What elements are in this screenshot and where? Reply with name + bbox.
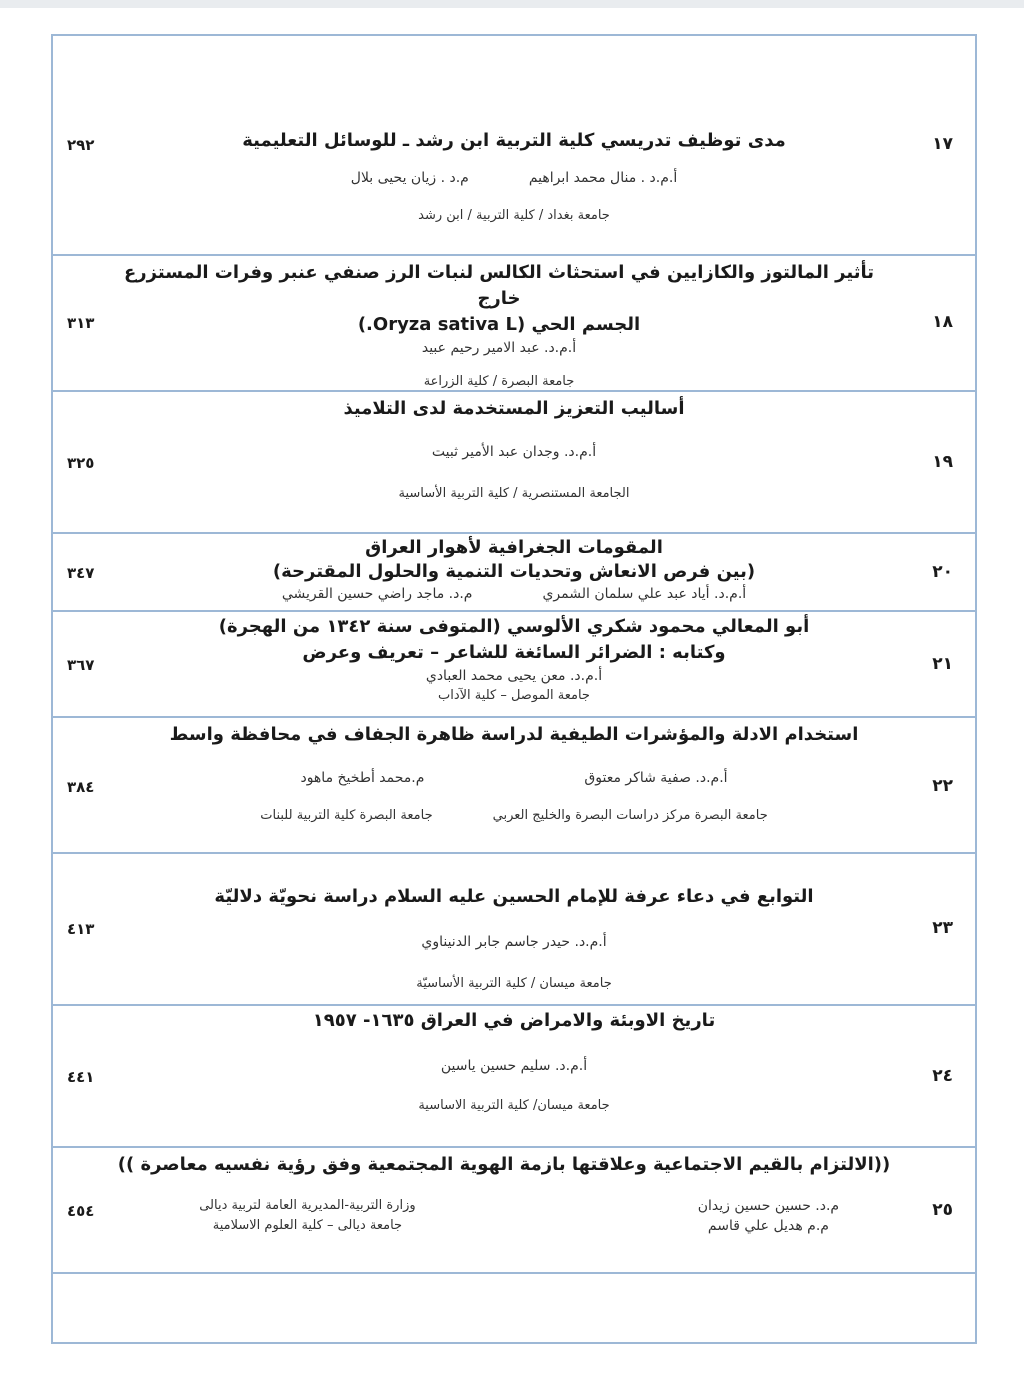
- title-line-2: (بين فرص الانعاش وتحديات التنمية والحلول المقترحة): [272, 561, 756, 582]
- entry-content: [123, 1008, 905, 1116]
- page-number: ٣١٣: [67, 314, 95, 332]
- entry-number: ٢٤: [932, 1066, 953, 1086]
- toc-row-20: [53, 534, 975, 612]
- title-line-1: أبو المعالي محمود شكري الألوسي (المتوفى سنة ١٣٤٢ من الهجرة): [218, 616, 810, 637]
- affiliation: الجامعة المستنصرية / كلية التربية الأساسية: [398, 486, 630, 501]
- authors: [123, 584, 905, 604]
- entry-title: استخدام الادلة والمؤشرات الطيفية لدراسة ظاهرة الجفاف في محافظة واسط: [169, 724, 859, 745]
- toc-row-17: [53, 36, 975, 256]
- entry-number: ١٨: [932, 312, 953, 332]
- top-strip: [0, 0, 1024, 8]
- entry-content: [123, 396, 905, 504]
- entry-number: ٢٥: [932, 1200, 953, 1220]
- toc-row-18: [53, 256, 975, 392]
- entry-number: ١٧: [932, 134, 953, 154]
- entry-number: ١٩: [932, 452, 953, 472]
- entry-title: [113, 260, 885, 338]
- page-number: ٤٤١: [67, 1068, 95, 1086]
- entry-content: [123, 614, 905, 706]
- affiliation: جامعة بغداد / كلية التربية / ابن رشد: [418, 208, 610, 223]
- entry-title: [123, 536, 905, 584]
- authors: [123, 768, 905, 788]
- toc-row-19: [53, 392, 975, 534]
- toc-row-24: [53, 1006, 975, 1148]
- title-line-1: تأثير المالتوز والكازايين في استحثاث الكالس لنبات الرز صنفي عنبر وفرات المستزرع خارج: [123, 262, 874, 309]
- affiliations: [123, 806, 905, 826]
- author-1: أ.م.د. صفية شاكر معتوق: [584, 770, 728, 786]
- author: أ.م.د. حيدر جاسم جابر الدنيناوي: [421, 934, 607, 950]
- entry-title: تاريخ الاوبئة والامراض في العراق ١٦٣٥- ١٩٥٧: [312, 1010, 716, 1031]
- author: أ.م.د. وجدان عبد الأمير ثبيت: [431, 444, 597, 460]
- title-line-1: المقومات الجغرافية لأهوار العراق: [365, 537, 663, 558]
- page-number: ٣٤٧: [67, 564, 95, 582]
- affiliation-2: جامعة ديالى – كلية العلوم الاسلامية: [212, 1218, 403, 1233]
- entry-content: [113, 260, 885, 392]
- entry-content: [113, 1152, 895, 1236]
- affiliation: جامعة ميسان/ كلية التربية الاساسية: [418, 1098, 610, 1113]
- entry-title: ((الالتزام بالقيم الاجتماعية وعلاقتها بازمة الهوية المجتمعية وفق رؤية نفسيه معاصرة )): [117, 1154, 891, 1175]
- page-number: ٢٩٢: [67, 136, 95, 154]
- entry-content: [123, 884, 905, 994]
- title-line-2: وكتابه : الضرائر السائغة للشاعر – تعريف وعرض: [302, 642, 726, 663]
- author-2: م.م هديل علي قاسم: [707, 1218, 829, 1234]
- author: أ.م.د. سليم حسين ياسين: [440, 1058, 588, 1074]
- authors-column: [642, 1196, 895, 1236]
- table-of-contents-frame: [51, 34, 977, 1344]
- title-line-2: الجسم الحي (Oryza sativa L.): [357, 314, 641, 335]
- authors: [123, 168, 905, 188]
- entry-title: أساليب التعزيز المستخدمة لدى التلاميذ: [343, 398, 685, 419]
- entry-number: ٢١: [932, 654, 953, 674]
- author-1: أ.م.د. أياد عبد علي سلمان الشمري: [542, 586, 747, 602]
- author: أ.م.د. عبد الامير رحيم عبيد: [421, 340, 577, 356]
- affiliations-column: [113, 1196, 502, 1236]
- affiliation-2: جامعة البصرة كلية التربية للبنات: [260, 808, 433, 823]
- entry-number: ٢٣: [932, 918, 953, 938]
- toc-row-22: [53, 718, 975, 854]
- page-number: ٣٢٥: [67, 454, 95, 472]
- affiliation-1: جامعة البصرة مركز دراسات البصرة والخليج العربي: [492, 808, 768, 823]
- toc-row-21: [53, 612, 975, 718]
- author: أ.م.د. معن يحيى محمد العبادي: [425, 668, 603, 684]
- entry-title: مدى توظيف تدريسي كلية التربية ابن رشد ـ للوسائل التعليمية: [242, 130, 786, 151]
- affiliation: جامعة الموصل – كلية الآداب: [438, 688, 590, 703]
- authors-and-affiliations: [113, 1196, 895, 1236]
- entry-title: التوابع في دعاء عرفة للإمام الحسين عليه السلام دراسة نحويّة دلاليّة: [214, 886, 814, 907]
- toc-row-23: [53, 854, 975, 1006]
- author-2: م.د. ماجد راضي حسين القريشي: [281, 586, 473, 602]
- entry-number: ٢٢: [932, 776, 953, 796]
- page-number: ٣٨٤: [67, 778, 95, 796]
- affiliation: جامعة ميسان / كلية التربية الأساسيّة: [416, 976, 612, 991]
- entry-content: [123, 128, 905, 226]
- entry-number: ٢٠: [932, 562, 953, 582]
- author-2: م.محمد أطخيخ ماهود: [300, 770, 425, 786]
- affiliation: جامعة البصرة / كلية الزراعة: [423, 374, 575, 389]
- author-1: م.د. حسين حسين زيدان: [697, 1198, 840, 1214]
- page-number: ٤٥٤: [67, 1202, 95, 1220]
- author-1: أ.م.د . منال محمد ابراهيم: [528, 170, 678, 186]
- toc-row-25: [53, 1148, 975, 1274]
- entry-content: [123, 722, 905, 826]
- entry-title: [123, 614, 905, 666]
- author-2: م.د . زيان يحيى بلال: [350, 170, 469, 186]
- page-number: ٣٦٧: [67, 656, 95, 674]
- entry-content: [123, 536, 905, 604]
- page-number: ٤١٣: [67, 920, 95, 938]
- affiliation-1: وزارة التربية-المديرية العامة لتربية ديالى: [199, 1198, 416, 1213]
